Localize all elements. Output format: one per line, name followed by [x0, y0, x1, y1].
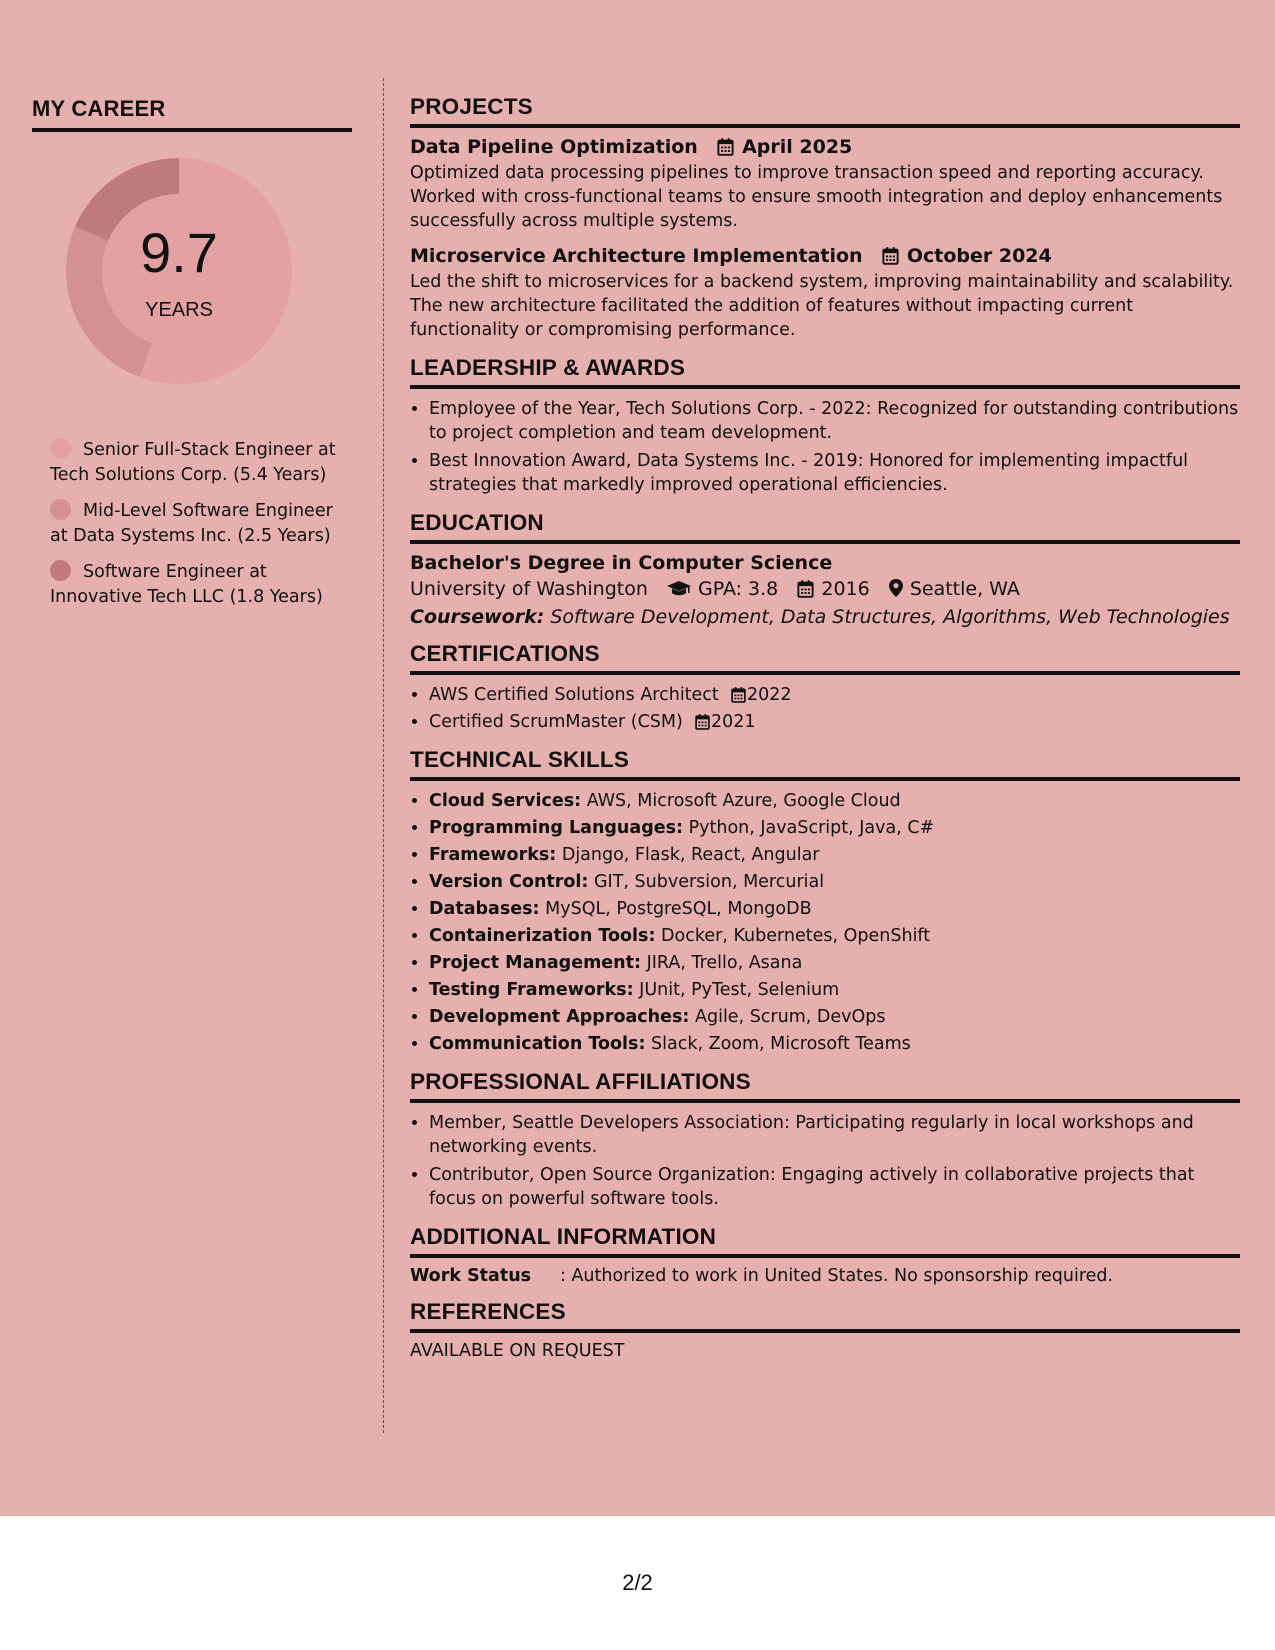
affiliations-title: PROFESSIONAL AFFILIATIONS	[410, 1069, 1240, 1103]
list-item: • Best Innovation Award, Data Systems Inc. - 2019: Honored for implementing impactful strategies that markedly improved operational efficiencies.	[429, 449, 1240, 497]
projects-title: PROJECTS	[410, 94, 1240, 128]
legend-dot	[50, 560, 71, 581]
map-pin-icon	[888, 578, 904, 600]
skill-label: Project Management:	[429, 953, 641, 973]
list-item	[429, 710, 1240, 734]
year-text: 2016	[821, 578, 870, 600]
skills-section	[410, 747, 1240, 1056]
school-location	[888, 578, 1020, 600]
list-item	[429, 683, 1240, 707]
skill-value: GIT, Subversion, Mercurial	[594, 872, 825, 892]
cert-year: 2022	[746, 685, 792, 705]
skill-value: Agile, Scrum, DevOps	[695, 1007, 886, 1027]
skill-value: Docker, Kubernetes, OpenShift	[661, 926, 931, 946]
skill-label: Frameworks:	[429, 845, 557, 865]
project-date	[716, 136, 852, 158]
calendar-icon	[881, 245, 900, 267]
cert-year: 2021	[710, 712, 756, 732]
calendar-icon	[716, 136, 735, 158]
skill-label: Development Approaches:	[429, 1007, 690, 1027]
skill-label: Communication Tools:	[429, 1034, 646, 1054]
cert-name: AWS Certified Solutions Architect	[429, 685, 719, 705]
cert-name: Certified ScrumMaster (CSM)	[429, 712, 683, 732]
list-item	[429, 978, 1240, 1002]
skill-value: Django, Flask, React, Angular	[561, 845, 820, 865]
legend-item	[50, 560, 350, 610]
coursework-label: Coursework:	[410, 606, 545, 628]
list-item	[429, 1005, 1240, 1029]
legend-label: Senior Full-Stack Engineer at Tech Solutions Corp. (5.4 Years)	[50, 440, 336, 485]
project-description: Led the shift to microservices for a backend system, improving maintainability and scalability. The new architecture facilitated the addition of features without impacting current functionality or compromising performance.	[410, 272, 1234, 340]
skill-value: JIRA, Trello, Asana	[646, 953, 803, 973]
career-legend	[50, 438, 350, 621]
legend-dot	[50, 438, 71, 459]
work-status-value: : Authorized to work in United States. No sponsorship required.	[560, 1266, 1114, 1286]
legend-label: Software Engineer at Innovative Tech LLC (1.8 Years)	[50, 562, 323, 607]
skills-list	[410, 789, 1240, 1056]
certifications-title: CERTIFICATIONS	[410, 641, 1240, 675]
work-status-label: Work Status	[410, 1266, 532, 1286]
legend-label: Mid-Level Software Engineer at Data Systems Inc. (2.5 Years)	[50, 501, 333, 546]
list-item: • Employee of the Year, Tech Solutions Corp. - 2022: Recognized for outstanding contributions to project completion and team development.	[429, 397, 1240, 445]
legend-item	[50, 438, 350, 488]
graduation-cap-icon	[666, 578, 692, 600]
skill-label: Version Control:	[429, 872, 589, 892]
certifications-list	[410, 683, 1240, 734]
project-title	[410, 245, 1240, 267]
list-item	[429, 816, 1240, 840]
skill-value: Slack, Zoom, Microsoft Teams	[651, 1034, 911, 1054]
legend-item	[50, 499, 350, 549]
column-divider	[383, 78, 384, 1433]
degree: Bachelor's Degree in Computer Science	[410, 552, 833, 574]
career-total-years: 9.7	[140, 221, 218, 284]
leadership-section	[410, 355, 1240, 497]
list-item	[429, 870, 1240, 894]
skill-label: Databases:	[429, 899, 540, 919]
project-name: Microservice Architecture Implementation	[410, 245, 863, 267]
projects-section	[410, 94, 1240, 342]
career-title: MY CAREER	[32, 96, 352, 132]
affiliations-section	[410, 1069, 1240, 1211]
work-status-row	[410, 1266, 1240, 1286]
skill-value: AWS, Microsoft Azure, Google Cloud	[586, 791, 901, 811]
skill-label: Cloud Services:	[429, 791, 582, 811]
calendar-icon	[730, 685, 747, 705]
school-name: University of Washington	[410, 578, 648, 600]
list-item	[429, 897, 1240, 921]
project-name: Data Pipeline Optimization	[410, 136, 698, 158]
project-title	[410, 136, 1240, 158]
skill-label: Programming Languages:	[429, 818, 684, 838]
page-number: 2/2	[622, 1570, 653, 1595]
additional-section	[410, 1224, 1240, 1286]
main-column	[410, 94, 1240, 1374]
calendar-icon	[796, 578, 815, 600]
additional-title: ADDITIONAL INFORMATION	[410, 1224, 1240, 1258]
education-section	[410, 510, 1240, 628]
skill-value: MySQL, PostgreSQL, MongoDB	[545, 899, 812, 919]
project-date	[881, 245, 1052, 267]
skill-value: JUnit, PyTest, Selenium	[639, 980, 840, 1000]
certifications-section	[410, 641, 1240, 734]
list-item	[429, 1032, 1240, 1056]
skill-value: Python, JavaScript, Java, C#	[688, 818, 935, 838]
project-date-text: April 2025	[742, 136, 853, 158]
education-details	[410, 578, 1240, 600]
gpa	[666, 578, 778, 600]
gpa-text: GPA: 3.8	[697, 578, 779, 600]
references-text: AVAILABLE ON REQUEST	[410, 1341, 625, 1361]
career-donut-chart	[64, 156, 294, 386]
calendar-icon	[694, 712, 711, 732]
list-item: • Member, Seattle Developers Association: Participating regularly in local workshops and networking events.	[429, 1111, 1240, 1159]
leadership-title: LEADERSHIP & AWARDS	[410, 355, 1240, 389]
references-title: REFERENCES	[410, 1299, 1240, 1333]
skill-label: Containerization Tools:	[429, 926, 656, 946]
project-date-text: October 2024	[906, 245, 1052, 267]
references-section	[410, 1299, 1240, 1361]
affiliations-list	[410, 1111, 1240, 1211]
coursework	[410, 606, 1240, 628]
list-item: • Contributor, Open Source Organization: Engaging actively in collaborative projects that focus on powerful software tools.	[429, 1163, 1240, 1211]
graduation-year	[796, 578, 869, 600]
education-title: EDUCATION	[410, 510, 1240, 544]
leadership-list	[410, 397, 1240, 497]
list-item	[429, 951, 1240, 975]
skill-label: Testing Frameworks:	[429, 980, 634, 1000]
career-years-unit: YEARS	[145, 299, 213, 321]
list-item	[429, 843, 1240, 867]
skills-title: TECHNICAL SKILLS	[410, 747, 1240, 781]
project-description: Optimized data processing pipelines to improve transaction speed and reporting accuracy. Worked with cross-functional teams to ensure smooth integration and deploy enhancements successfully across multiple systems.	[410, 163, 1223, 231]
legend-dot	[50, 499, 71, 520]
location-text: Seattle, WA	[909, 578, 1020, 600]
list-item	[429, 924, 1240, 948]
list-item	[429, 789, 1240, 813]
career-column	[32, 96, 352, 607]
coursework-list: Software Development, Data Structures, Algorithms, Web Technologies	[550, 606, 1230, 628]
